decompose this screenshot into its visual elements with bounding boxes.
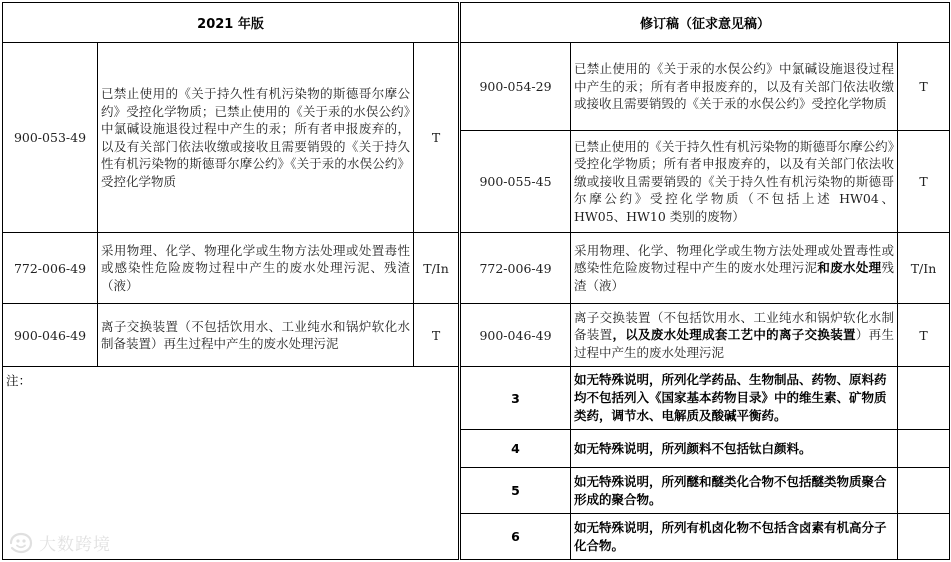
table-revised-draft — [460, 2, 950, 560]
table-row — [461, 43, 950, 131]
desc-text: 残渣（液） — [574, 260, 894, 293]
note-number: 4 — [461, 430, 571, 468]
note-empty-cell — [898, 514, 950, 560]
waste-code: 900-046-49 — [461, 304, 571, 367]
table-header-row — [461, 3, 950, 43]
header-2021: 2021 年版 — [3, 3, 459, 43]
hazard-property: T — [898, 304, 950, 367]
note-row — [461, 514, 950, 560]
waste-description: 已禁止使用的《关于持久性有机污染物的斯德哥尔摩公约》受控化学物质；所有者申报废弃的，以及有关部门依法收缴或接收且需要销毁的《关于持久性有机污染物的斯德哥尔摩公约》受控化学物质（不包括上述 HW04、HW05、HW10 类别的废物） — [571, 131, 898, 233]
note-text: 如无特殊说明，所列化学药品、生物制品、药物、原料药均不包括列入《国家基本药物目录》中的维生素、矿物质类药，调节水、电解质及酸碱平衡药。 — [571, 367, 898, 430]
comparison-tables — [2, 2, 949, 559]
note-empty-cell — [898, 430, 950, 468]
note-row — [461, 430, 950, 468]
desc-text: 采用物理、化学、物理化学或生物方法处理或处置毒性或感染性危险废物过程中产生的废水处理污泥 — [574, 242, 894, 276]
desc-text: ）再生过程中产生的废水处理污泥 — [574, 327, 894, 360]
waste-code: 900-054-29 — [461, 43, 571, 131]
desc-text: 离子交换装置（不包括饮用水、工业纯水和锅炉软化水制备装置 — [574, 309, 894, 343]
hazard-property: T — [414, 43, 459, 233]
waste-description: 已禁止使用的《关于汞的水俣公约》中氯碱设施退役过程中产生的汞；所有者申报废弃的，以及有关部门依法收缴或接收且需要销毁的《关于汞的水俣公约》受控化学物质 — [571, 43, 898, 131]
table-row — [461, 304, 950, 367]
note-number: 6 — [461, 514, 571, 560]
waste-description — [571, 304, 898, 367]
waste-description: 已禁止使用的《关于持久性有机污染物的斯德哥尔摩公约》受控化学物质；已禁止使用的《关于汞的水俣公约》中氯碱设施退役过程中产生的汞；所有者申报废弃的，以及有关部门依法收缴或接收且需要销毁的《关于持久性有机污染物的斯德哥尔摩公约》《关于汞的水俣公约》受控化学物质 — [98, 43, 414, 233]
note-number: 3 — [461, 367, 571, 430]
smiley-logo-icon — [8, 532, 34, 554]
hazard-property: T — [898, 43, 950, 131]
revision-highlight: ，以及废水处理成套工艺中的离子交换装置 — [612, 327, 856, 343]
note-empty-cell — [898, 367, 950, 430]
waste-code: 900-053-49 — [3, 43, 98, 233]
revision-highlight: 和废水处理 — [817, 260, 882, 276]
note-row — [461, 367, 950, 430]
hazard-property: T/In — [898, 233, 950, 304]
waste-code: 900-046-49 — [3, 304, 98, 367]
note-number: 5 — [461, 468, 571, 514]
hazard-property: T — [414, 304, 459, 367]
hazard-property: T — [898, 131, 950, 233]
waste-description: 离子交换装置（不包括饮用水、工业纯水和锅炉软化水制备装置）再生过程中产生的废水处理污泥 — [98, 304, 414, 367]
waste-code: 772-006-49 — [3, 233, 98, 304]
header-revised-draft: 修订稿（征求意见稿） — [461, 3, 950, 43]
note-empty-cell — [898, 468, 950, 514]
hazard-property: T/In — [414, 233, 459, 304]
table-row — [3, 43, 459, 233]
note-text: 如无特殊说明，所列颜料不包括钛白颜料。 — [571, 430, 898, 468]
table-2021-edition — [2, 2, 459, 560]
waste-code: 900-055-45 — [461, 131, 571, 233]
watermark — [8, 530, 111, 555]
watermark-text: 大数跨境 — [39, 535, 111, 555]
waste-description — [571, 233, 898, 304]
table-row — [3, 233, 459, 304]
note-text: 如无特殊说明，所列有机卤化物不包括含卤素有机高分子化合物。 — [571, 514, 898, 560]
waste-code: 772-006-49 — [461, 233, 571, 304]
note-text: 如无特殊说明，所列醚和醚类化合物不包括醚类物质聚合形成的聚合物。 — [571, 468, 898, 514]
waste-description: 采用物理、化学、物理化学或生物方法处理或处置毒性或感染性危险废物过程中产生的废水处理污泥、残渣（液） — [98, 233, 414, 304]
table-row — [461, 233, 950, 304]
table-header-row — [3, 3, 459, 43]
table-row — [461, 131, 950, 233]
note-row — [461, 468, 950, 514]
table-row — [3, 304, 459, 367]
notes-label: 注： — [3, 367, 459, 560]
